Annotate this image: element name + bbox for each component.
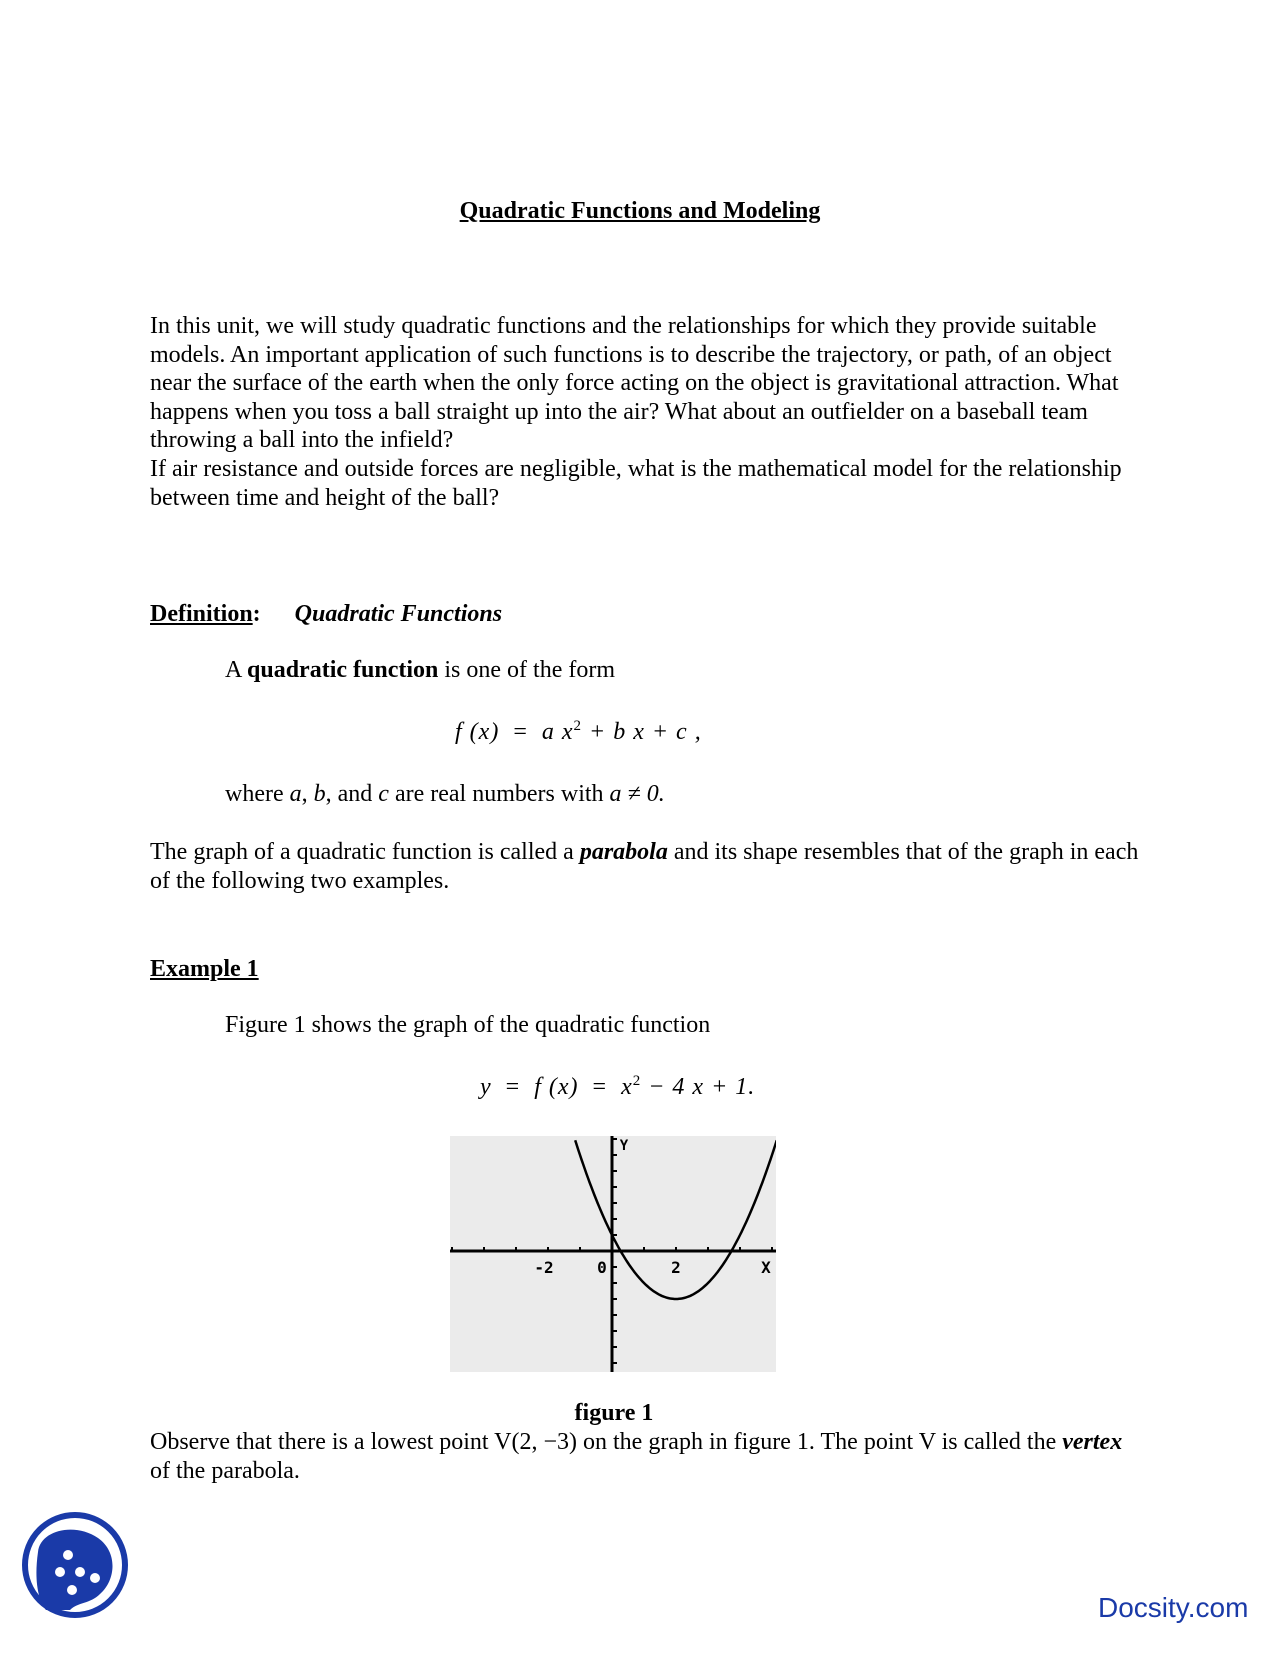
condition: a ≠ 0. [609, 781, 665, 807]
eq-x: x [621, 1074, 633, 1100]
eq-f: f (x) [534, 1074, 579, 1100]
parabola-paragraph [150, 838, 1140, 895]
definition-heading [150, 601, 502, 628]
var-b: b [313, 781, 326, 807]
var-c: c [378, 781, 389, 807]
comma: , [301, 781, 314, 807]
parabola-after: and its shape resembles that of the graph in each of the following two examples. [150, 839, 1139, 894]
tick-label-0: 0 [597, 1258, 607, 1277]
definition-colon: : [252, 601, 261, 627]
example-1-equation [480, 1073, 755, 1101]
docsity-logo [20, 1510, 130, 1620]
logo-dot [55, 1567, 65, 1577]
definition-conditions [225, 781, 665, 808]
observe-before: Observe that there is a lowest point V(2, −3) on the graph in figure 1. The point V is called the [150, 1429, 1063, 1455]
definition-lead: A [225, 657, 248, 683]
vertex-term: vertex [1062, 1429, 1123, 1455]
docsity-brand: Docsity.com [1098, 1592, 1249, 1623]
eq-exponent: 2 [632, 1073, 642, 1089]
parabola-before: The graph of a quadratic function is called a [150, 839, 580, 865]
where-text: where [225, 781, 290, 807]
quadratic-formula [455, 718, 702, 746]
formula-lhs: f (x) [455, 719, 500, 745]
eq-y: y [480, 1074, 492, 1100]
parabola-term: parabola [579, 839, 668, 865]
where-text-2: are real numbers with [388, 781, 610, 807]
logo-dot [75, 1567, 85, 1577]
intro-paragraph-2: If air resistance and outside forces are negligible, what is the mathematical model for the relationship between time and height of the ball? [150, 455, 1122, 511]
logo-dot [67, 1585, 77, 1595]
and-text: , and [325, 781, 379, 807]
formula-equals: = [513, 719, 528, 745]
definition-statement [225, 657, 615, 684]
eq-equals-1: = [505, 1074, 521, 1100]
definition-tail: is one of the form [438, 657, 615, 683]
page-title: Quadratic Functions and Modeling [459, 198, 821, 224]
formula-rest: + b x + c , [589, 719, 702, 745]
example-1-intro: Figure 1 shows the graph of the quadratic function [225, 1012, 711, 1038]
intro-text [150, 312, 1140, 512]
tick-label-neg2: -2 [534, 1258, 554, 1277]
observe-paragraph [150, 1428, 1140, 1486]
logo-dot [90, 1573, 100, 1583]
definition-term: quadratic function [247, 657, 439, 683]
formula-exponent: 2 [573, 718, 583, 734]
x-axis-label: X [761, 1258, 771, 1277]
logo-dot [63, 1550, 73, 1560]
eq-rest: − 4 x + 1. [648, 1074, 756, 1100]
var-a: a [289, 781, 302, 807]
figure-1-graph [450, 1136, 776, 1372]
formula-a: a x [541, 719, 574, 745]
definition-label: Definition [150, 601, 253, 627]
y-axis-label: Y [619, 1138, 629, 1154]
observe-after: of the parabola. [150, 1458, 300, 1484]
intro-paragraph-1: In this unit, we will study quadratic functions and the relationships for which they provide suitable models. An important application of such functions is to describe the trajectory, or path, of an object near the surface of the earth when the only force acting on the object is gravitational attraction. What happens when you toss a ball straight up into the air? What about an outfielder on a baseball team throwing a ball into the infield? [150, 313, 1119, 454]
figure-1-caption: figure 1 [574, 1400, 654, 1426]
eq-equals-2: = [592, 1074, 608, 1100]
tick-label-2: 2 [671, 1258, 681, 1277]
example-1-heading: Example 1 [150, 956, 259, 982]
definition-name: Quadratic Functions [294, 601, 503, 627]
